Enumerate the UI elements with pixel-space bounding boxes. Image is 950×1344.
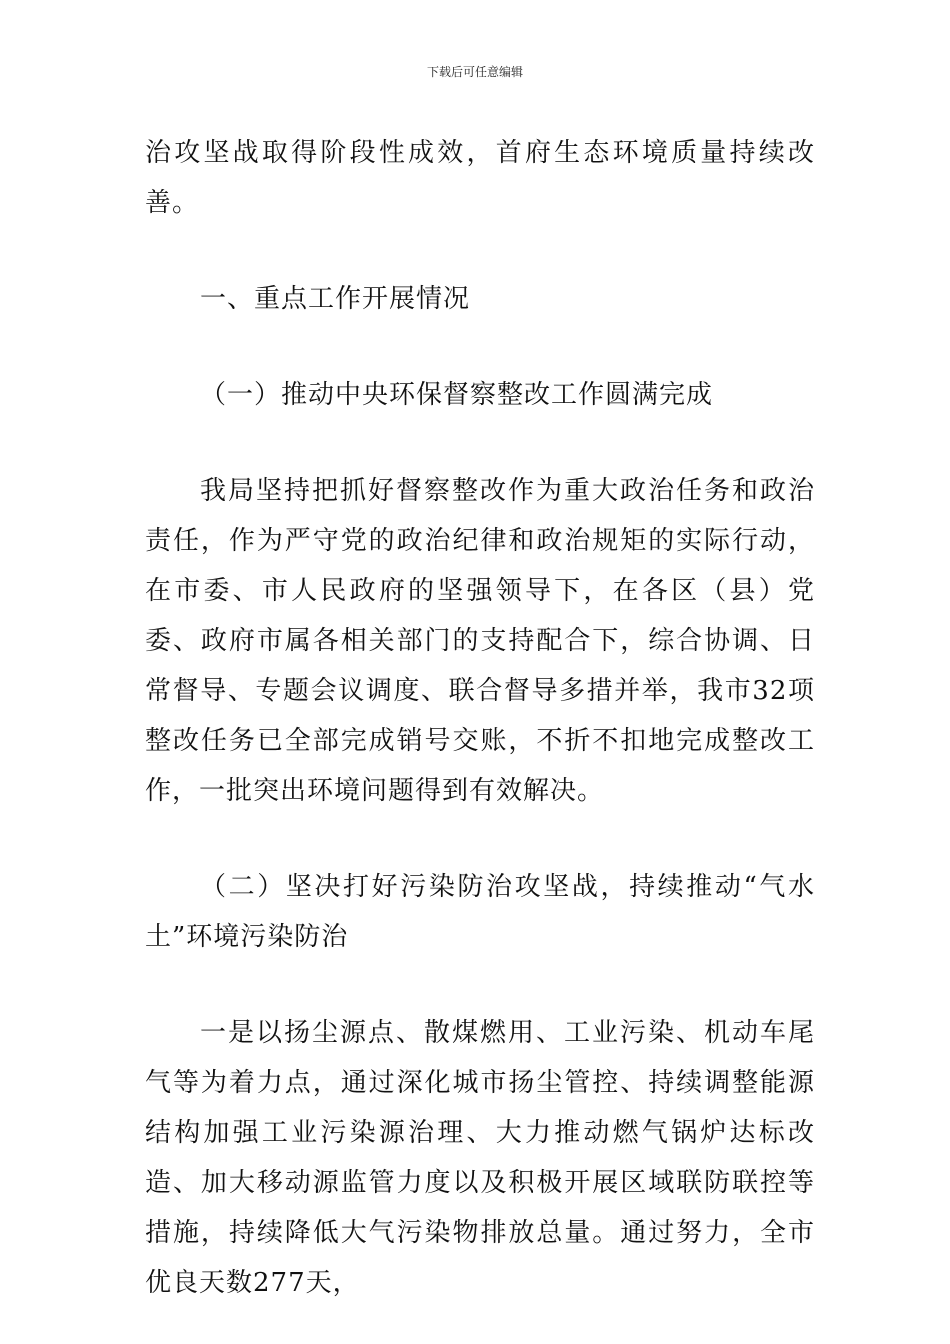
paragraph-rectification: 我局坚持把抓好督察整改作为重大政治任务和政治责任，作为严守党的政治纪律和政治规矩的实际行动，在市委、市人民政府的坚强领导下，在各区（县）党委、政府市属各相关部门的支持配合下，综合协调、日常督导、专题会议调度、联合督导多措并举，我市32项整改任务已全部完成销号交账，不折不扣地完成整改工作，一批突出环境问题得到有效解决。 xyxy=(145,476,815,806)
subsection-heading-1: （一）推动中央环保督察整改工作圆满完成 xyxy=(200,380,714,410)
paragraph-continuation: 治攻坚战取得阶段性成效，首府生态环境质量持续改善。 xyxy=(145,138,815,218)
section-heading-1: 一、重点工作开展情况 xyxy=(200,284,471,314)
paragraph-air-pollution: 一是以扬尘源点、散煤燃用、工业污染、机动车尾气等为着力点，通过深化城市扬尘管控、持续调整能源结构加强工业污染源治理、大力推动燃气锅炉达标改造、加大移动源监管力度以及积极开展区域联防联控等措施，持续降低大气污染物排放总量。通过努力，全市优良天数277天， xyxy=(145,1018,815,1298)
document-body xyxy=(145,128,815,1308)
page-header-note: 下载后可任意编辑 xyxy=(426,65,523,79)
subsection-heading-2: （二）坚决打好污染防治攻坚战，持续推动“气水土”环境污染防治 xyxy=(145,872,815,952)
